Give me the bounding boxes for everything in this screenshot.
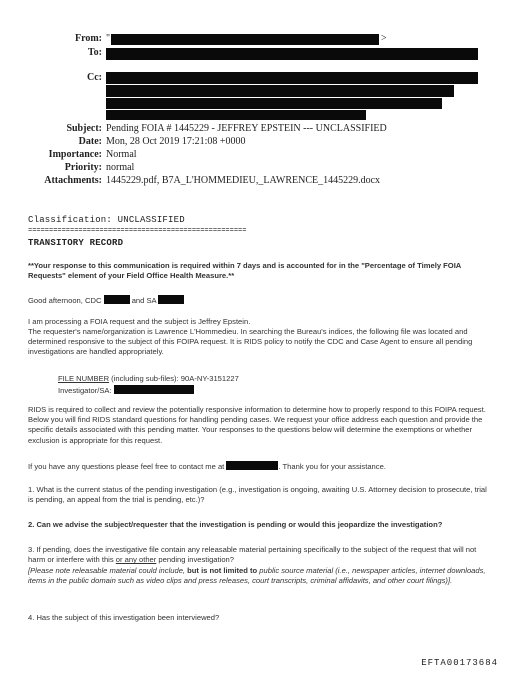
contact-line bbox=[28, 461, 490, 472]
document-id: EFTA00173684 bbox=[421, 658, 498, 668]
priority-label: Priority: bbox=[64, 162, 102, 173]
question-1: 1. What is the current status of the pending investigation (e.g., investigation is ongoing, awaiting U.S. Attorney decision to prosecute, trial is pending, an appeal from the trial is pending, etc.)? bbox=[28, 485, 487, 505]
from-suffix: > bbox=[381, 33, 387, 44]
question-3-underlined: or any other bbox=[115, 555, 157, 565]
question-3-note-bold: but is not limited to bbox=[187, 566, 258, 575]
file-number-value: (including sub-files): 90A-NY-3151227 bbox=[109, 374, 239, 383]
to-label: To: bbox=[87, 47, 102, 58]
question-3-end: pending investigation? bbox=[156, 555, 234, 565]
subject-label: Subject: bbox=[66, 123, 102, 134]
cc-label: Cc: bbox=[87, 72, 102, 83]
contact-start: If you have any questions please feel free to contact me at bbox=[28, 462, 225, 471]
greeting-middle: and SA bbox=[131, 296, 157, 305]
file-number-line bbox=[58, 374, 478, 384]
importance-value: Normal bbox=[106, 149, 137, 160]
investigator-line bbox=[58, 385, 478, 396]
file-number-label: FILE NUMBER bbox=[58, 374, 110, 383]
subject-value: Pending FOIA # 1445229 - JEFFREY EPSTEIN --- UNCLASSIFIED bbox=[106, 123, 387, 134]
notice-paragraph: **Your response to this communication is required within 7 days and is accounted for in the "Percentage of Timely FOIA Requests" element of your Field Office Health Measure.** bbox=[28, 261, 462, 281]
contact-redaction bbox=[226, 461, 278, 470]
message-body bbox=[28, 0, 490, 678]
intro-line-1: I am processing a FOIA request and the subject is Jeffrey Epstein. bbox=[28, 317, 251, 326]
classification-line: Classification: UNCLASSIFIED bbox=[28, 215, 185, 225]
question-3-start: 3. If pending, does the investigative file contain any releasable material pertaining specifically to the subject of the request that will not harm or interfere with this bbox=[28, 545, 477, 565]
intro-paragraph: The requester's name/organization is Lawrence L'Hommedieu. In searching the Bureau's indices, the following file was located and determined responsive to the subject of this FOIPA request. It is RIDS policy to notify the CDC and Case Agent to ensure all pending investigations are handled appropriately. bbox=[28, 327, 473, 357]
separator-line: ==================================================== bbox=[28, 227, 247, 235]
question-3 bbox=[28, 545, 490, 565]
question-4: 4. Has the subject of this investigation been interviewed? bbox=[28, 613, 220, 622]
from-label: From: bbox=[74, 33, 102, 44]
rids-paragraph: RIDS is required to collect and review the potentially responsive information to determine how to properly respond to this FOIPA request. Below you will find RIDS standard questions for handling pending cases. We request your office address each question and provide the specific details associated with this pending matter. Your responses to the questions below will determine the exemptions or whether exclusion is appropriate for this request. bbox=[28, 405, 486, 445]
priority-value: normal bbox=[106, 162, 135, 173]
greeting bbox=[28, 295, 490, 306]
record-type: TRANSITORY RECORD bbox=[28, 238, 124, 248]
attachments-value: 1445229.pdf, B7A_L'HOMMEDIEU,_LAWRENCE_1445229.docx bbox=[106, 175, 381, 186]
contact-end: . Thank you for your assistance. bbox=[278, 462, 386, 471]
greeting-start: Good afternoon, CDC bbox=[28, 296, 102, 305]
greeting-redaction-2 bbox=[158, 295, 184, 304]
attachments-label: Attachments: bbox=[44, 175, 102, 186]
question-3-note-end: public source material (i.e., newspaper articles, internet downloads, items in the public domain such as video clips and press releases, court transcripts, criminal affidavits, and other court filings)]. bbox=[28, 566, 486, 586]
from-prefix: " bbox=[106, 33, 111, 44]
investigator-label: Investigator/SA: bbox=[58, 386, 112, 395]
question-3-note-start: [Please note releasable material could include, bbox=[28, 566, 188, 575]
date-label: Date: bbox=[78, 136, 102, 147]
investigator-redaction bbox=[114, 385, 194, 394]
greeting-redaction-1 bbox=[104, 295, 130, 304]
question-3-note bbox=[28, 566, 490, 586]
question-2: 2. Can we advise the subject/requester that the investigation is pending or would this jeopardize the investigation? bbox=[28, 520, 443, 529]
date-value: Mon, 28 Oct 2019 17:21:08 +0000 bbox=[106, 136, 246, 147]
importance-label: Importance: bbox=[48, 149, 102, 160]
